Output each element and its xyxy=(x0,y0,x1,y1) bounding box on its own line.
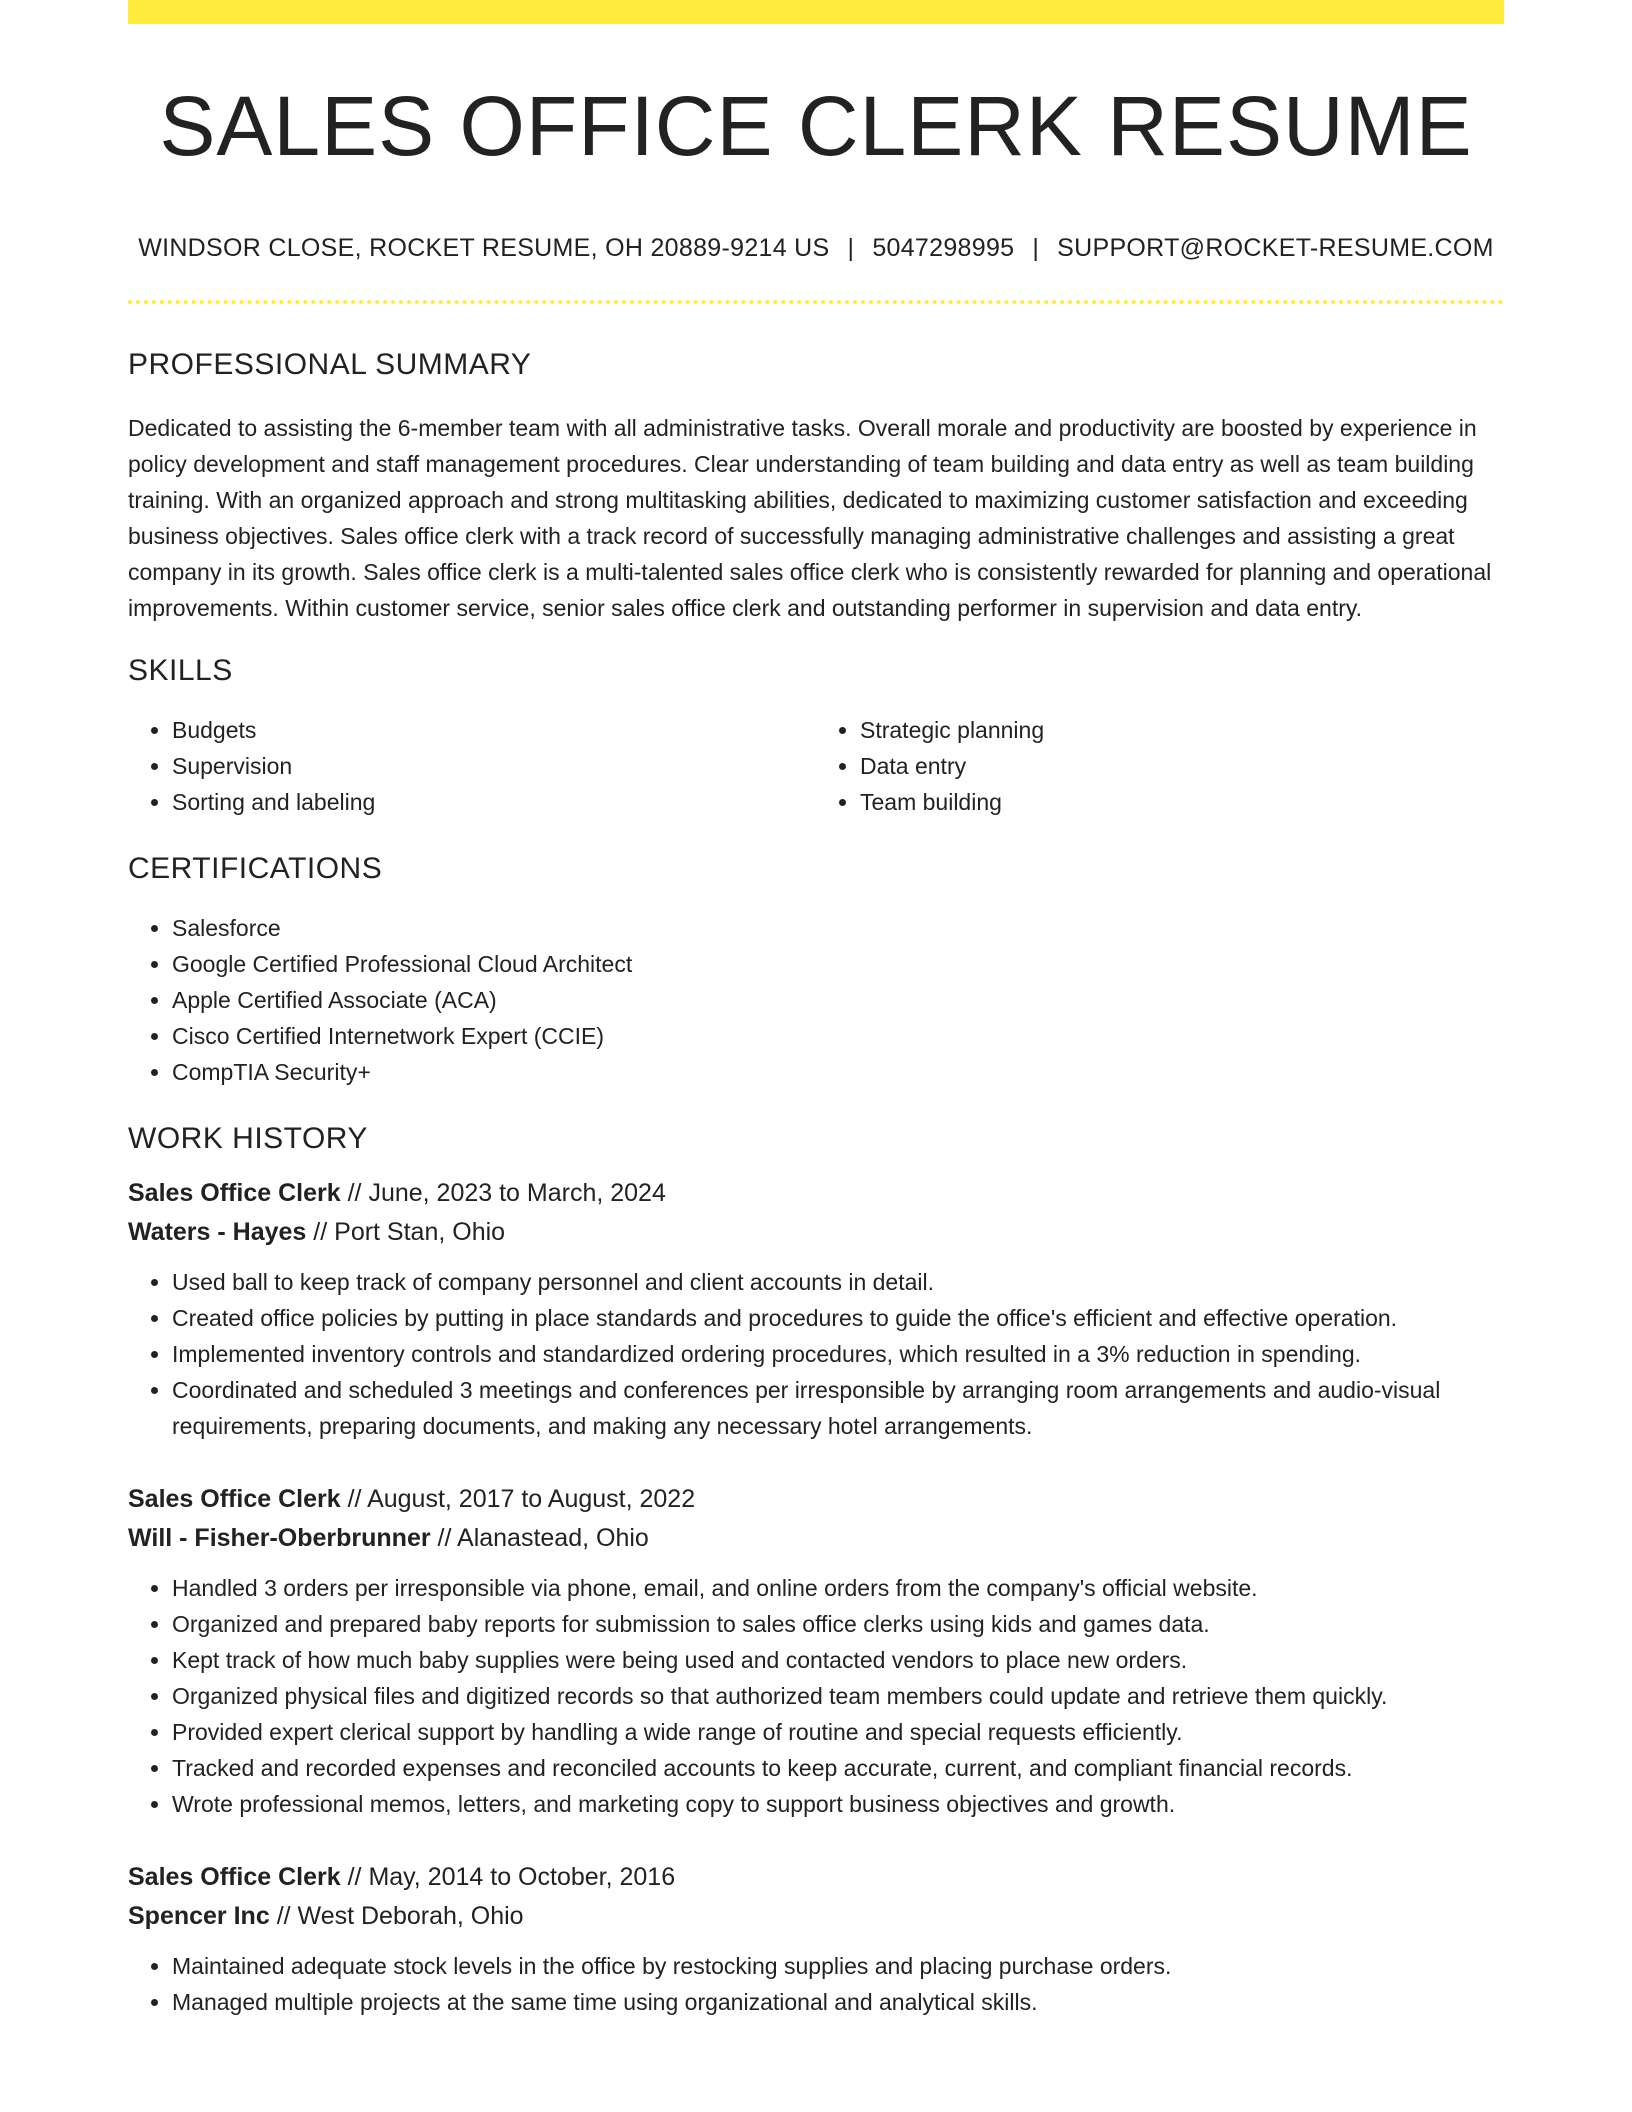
certifications-heading: CERTIFICATIONS xyxy=(128,852,383,886)
job-bullet: • Organized physical files and digitized records so that authorized team members could update and retrieve them quickly. xyxy=(172,1678,1504,1714)
job-location: West Deborah, Ohio xyxy=(297,1902,524,1931)
job-title-line xyxy=(128,1858,1504,1897)
job-bullet: • Used ball to keep track of company personnel and client accounts in detail. xyxy=(172,1264,1504,1300)
contact-address: WINDSOR CLOSE, ROCKET RESUME, OH 20889-9214 US xyxy=(138,234,830,263)
job-bullet-list xyxy=(128,1570,1504,1822)
job-location: Alanastead, Ohio xyxy=(457,1524,649,1553)
certification-item: • Salesforce xyxy=(172,910,1504,946)
resume-title: SALES OFFICE CLERK RESUME xyxy=(159,79,1473,173)
certifications-list xyxy=(128,910,1504,1090)
contact-separator: | xyxy=(847,234,855,263)
job-divider: // xyxy=(313,1218,328,1247)
contact-email: SUPPORT@ROCKET-RESUME.COM xyxy=(1057,234,1494,263)
job-bullet: • Wrote professional memos, letters, and marketing copy to support business objectives and growth. xyxy=(172,1786,1504,1822)
skills-columns xyxy=(128,712,1504,820)
certification-item: • CompTIA Security+ xyxy=(172,1054,1504,1090)
job-title: Sales Office Clerk xyxy=(128,1179,341,1208)
skill-item: • Sorting and labeling xyxy=(172,784,816,820)
job-title-line xyxy=(128,1480,1504,1519)
job-dates: June, 2023 to March, 2024 xyxy=(368,1179,666,1208)
job-bullet: • Provided expert clerical support by handling a wide range of routine and special requests efficiently. xyxy=(172,1714,1504,1750)
job-divider: // xyxy=(347,1485,362,1514)
job-company-line xyxy=(128,1897,1504,1936)
skill-item: • Budgets xyxy=(172,712,816,748)
resume-page xyxy=(128,0,1504,2020)
certification-item: • Apple Certified Associate (ACA) xyxy=(172,982,1504,1018)
job-bullet: • Implemented inventory controls and standardized ordering procedures, which resulted in a 3% reduction in spending. xyxy=(172,1336,1504,1372)
job-bullet-list xyxy=(128,1948,1504,2020)
certification-item: • Google Certified Professional Cloud Architect xyxy=(172,946,1504,982)
work-history-heading: WORK HISTORY xyxy=(128,1122,368,1156)
job-dates: August, 2017 to August, 2022 xyxy=(367,1485,696,1514)
job-location: Port Stan, Ohio xyxy=(334,1218,506,1247)
job-entry xyxy=(128,1480,1504,1822)
job-bullet: • Coordinated and scheduled 3 meetings and conferences per irresponsible by arranging room arrangements and audio-visual requirements, preparing documents, and making any necessary hotel arrangements. xyxy=(172,1372,1504,1444)
job-bullet-list xyxy=(128,1264,1504,1444)
job-bullet: • Tracked and recorded expenses and reconciled accounts to keep accurate, current, and compliant financial records. xyxy=(172,1750,1504,1786)
job-title-line xyxy=(128,1174,1504,1213)
skills-list-right xyxy=(816,712,1504,820)
skill-item: • Data entry xyxy=(860,748,1504,784)
skills-heading: SKILLS xyxy=(128,654,233,688)
dotted-divider xyxy=(128,300,1504,304)
job-company: Spencer Inc xyxy=(128,1902,270,1931)
job-bullet: • Maintained adequate stock levels in the office by restocking supplies and placing purchase orders. xyxy=(172,1948,1504,1984)
skill-item: • Supervision xyxy=(172,748,816,784)
job-company-line xyxy=(128,1213,1504,1252)
job-divider: // xyxy=(347,1863,362,1892)
job-entry xyxy=(128,1174,1504,1444)
job-bullet: • Created office policies by putting in place standards and procedures to guide the office's efficient and effective operation. xyxy=(172,1300,1504,1336)
summary-heading: PROFESSIONAL SUMMARY xyxy=(128,348,532,382)
job-bullet: • Managed multiple projects at the same time using organizational and analytical skills. xyxy=(172,1984,1504,2020)
job-title: Sales Office Clerk xyxy=(128,1863,341,1892)
job-dates: May, 2014 to October, 2016 xyxy=(368,1863,676,1892)
job-divider: // xyxy=(437,1524,452,1553)
certification-item: • Cisco Certified Internetwork Expert (CCIE) xyxy=(172,1018,1504,1054)
job-divider: // xyxy=(347,1179,362,1208)
job-title: Sales Office Clerk xyxy=(128,1485,341,1514)
job-divider: // xyxy=(276,1902,291,1931)
skill-item: • Strategic planning xyxy=(860,712,1504,748)
top-accent-bar xyxy=(128,0,1504,24)
skills-list-left xyxy=(128,712,816,820)
contact-line xyxy=(128,234,1504,263)
job-company: Will - Fisher-Oberbrunner xyxy=(128,1524,431,1553)
skill-item: • Team building xyxy=(860,784,1504,820)
summary-text: Dedicated to assisting the 6-member team with all administrative tasks. Overall morale and productivity are boosted by experience in policy development and staff management procedures. Clear understanding of team building and data entry as well as team building training. With an organized approach and strong multitasking abilities, dedicated to maximizing customer satisfaction and exceeding business objectives. Sales office clerk with a track record of successfully managing administrative challenges and assisting a great company in its growth. Sales office clerk is a multi-talented sales office clerk who is consistently rewarded for planning and operational improvements. Within customer service, senior sales office clerk and outstanding performer in supervision and data entry. xyxy=(128,415,1492,622)
job-entry xyxy=(128,1858,1504,2020)
job-company-line xyxy=(128,1519,1504,1558)
job-bullet: • Handled 3 orders per irresponsible via phone, email, and online orders from the company's official website. xyxy=(172,1570,1504,1606)
job-bullet: • Organized and prepared baby reports for submission to sales office clerks using kids and games data. xyxy=(172,1606,1504,1642)
job-company: Waters - Hayes xyxy=(128,1218,307,1247)
contact-phone: 5047298995 xyxy=(872,234,1015,263)
job-bullet: • Kept track of how much baby supplies were being used and contacted vendors to place new orders. xyxy=(172,1642,1504,1678)
contact-separator: | xyxy=(1032,234,1040,263)
